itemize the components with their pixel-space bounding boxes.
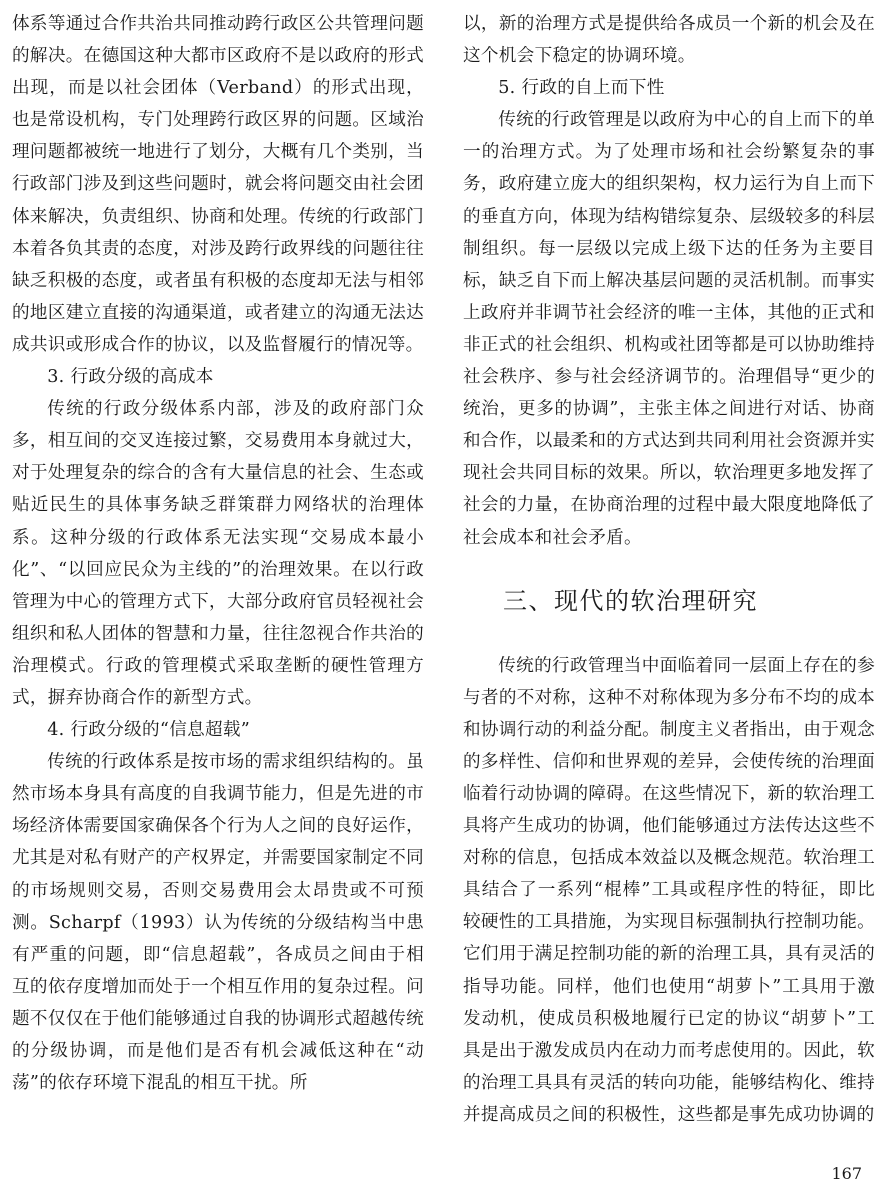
subsection-heading: 5. 行政的自上而下性 [498,78,665,99]
subsection-heading: 4. 行政分级的“信息超载” [47,720,251,741]
body-paragraph: 传统的行政分级体系内部，涉及的政府部门众多，相互间的交叉连接过繁，交易费用本身就过大，对于处理复杂的综合的含有大量信息的社会、生态或贴近民生的具体事务缺乏群策群力网络状的治理体系。这种分级的行政体系无法实现“交易成本最小化”、“以回应民众为主线的”的治理效果。在以行政管理为中心的管理方式下，大部分政府官员轻视社会组织和私人团体的智慧和力量，往往忽视合作共治的治理模式。行政的管理模式采取垄断的硬性管理方式，摒弃协商合作的新型方式。 [12,399,424,708]
page-number: 167 [831,1164,862,1183]
subsection-heading: 3. 行政分级的高成本 [47,367,214,388]
left-column [12,8,424,1099]
right-column [463,8,875,1131]
body-paragraph: 传统的行政体系是按市场的需求组织结构的。虽然市场本身具有高度的自我调节能力，但是先进的市场经济体需要国家确保各个行为人之间的良好运作，尤其是对私有财产的产权界定，并需要国家制定不同的市场规则交易，否则交易费用会太昂贵或不可预测。Scharpf（1993）认为传统的分级结构当中患有严重的问题，即“信息超载”，各成员之间由于相互的依存度增加而处于一个相互作用的复杂过程。问题不仅仅在于他们能够通过自我的协调形式超越传统的分级协调，而是他们是否有机会减低这种在“动荡”的依存环境下混乱的相互干扰。所 [12,752,424,1094]
body-paragraph: 传统的行政管理是以政府为中心的自上而下的单一的治理方式。为了处理市场和社会纷繁复杂的事务，政府建立庞大的组织架构，权力运行为自上而下的垂直方向，体现为结构错综复杂、层级较多的科层制组织。每一层级以完成上级下达的任务为主要目标，缺乏自下而上解决基层问题的灵活机制。而事实上政府并非调节社会经济的唯一主体，其他的正式和非正式的社会组织、机构或社团等都是可以协助维持社会秩序、参与社会经济调节的。治理倡导“更少的统治，更多的协调”，主张主体之间进行对话、协商和合作，以最柔和的方式达到共同利用社会资源并实现社会共同目标的效果。所以，软治理更多地发挥了社会的力量，在协商治理的过程中最大限度地降低了社会成本和社会矛盾。 [463,110,875,548]
body-paragraph: 体系等通过合作共治共同推动跨行政区公共管理问题的解决。在德国这种大都市区政府不是以政府的形式出现，而是以社会团体（Verband）的形式出现，也是常设机构，专门处理跨行政区界的问题。区域治理问题都被统一地进行了划分，大概有几个类别，当行政部门涉及到这些问题时，就会将问题交由社会团体来解决，负责组织、协商和处理。传统的行政部门本着各负其责的态度，对涉及跨行政界线的问题往往缺乏积极的态度，或者虽有积极的态度却无法与相邻的地区建立直接的沟通渠道，或者建立的沟通无法达成共识或形成合作的协议，以及监督履行的情况等。 [12,14,424,355]
section-title: 三、现代的软治理研究 [503,586,758,615]
body-paragraph: 以，新的治理方式是提供给各成员一个新的机会及在这个机会下稳定的协调环境。 [463,14,875,67]
body-paragraph: 传统的行政管理当中面临着同一层面上存在的参与者的不对称，这种不对称体现为多分布不均的成本和协调行动的利益分配。制度主义者指出，由于观念的多样性、信仰和世界观的差异，会使传统的治理面临着行动协调的障碍。在这些情况下，新的软治理工具将产生成功的协调，他们能够通过方法传达这些不对称的信息，包括成本效益以及概念规范。软治理工具结合了一系列“棍棒”工具或程序性的特征，即比较硬性的工具措施，为实现目标强制执行控制功能。它们用于满足控制功能的新的治理工具，具有灵活的指导功能。同样，他们也使用“胡萝卜”工具用于激发动机，使成员积极地履行已定的协议“胡萝卜”工具是出于激发成员内在动力而考虑使用的。因此，软的治理工具具有灵活的转向功能，能够结构化、维持并提高成员之间的积极性，这些都是事先成功协调的 [463,655,875,1125]
